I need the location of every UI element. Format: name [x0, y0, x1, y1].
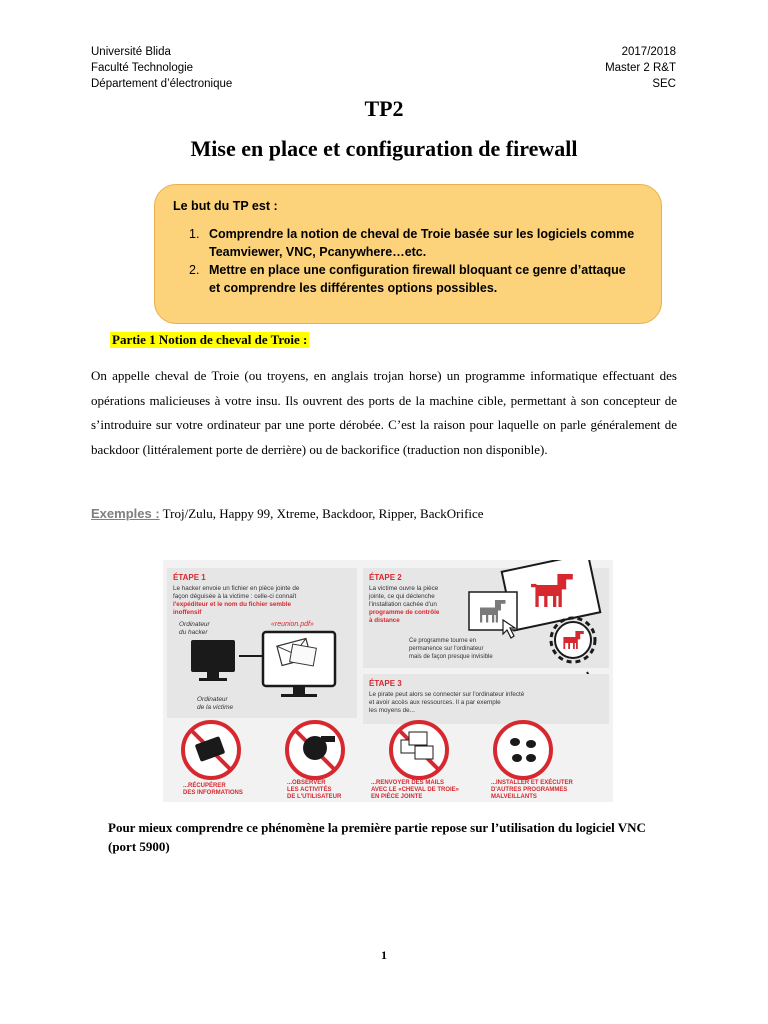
- step-3-text: et avoir accès aux ressources. Il a par exemple: [369, 699, 501, 706]
- goal-title: Le but du TP est :: [173, 199, 278, 213]
- step-2-text: jointe, ce qui déclenche: [369, 593, 435, 600]
- step-2-note: Ce programme tourne en: [409, 638, 477, 644]
- malware-bugs-icon: [495, 722, 551, 778]
- step-3-title: ÉTAPE 3: [369, 679, 402, 688]
- victim-computer-label: de la victime: [197, 704, 234, 711]
- action-label: ...OBSERVER: [287, 780, 326, 786]
- action-label: LES ACTIVITÉS: [287, 787, 332, 793]
- header-left: [91, 44, 232, 92]
- step-1-text: façon déguisée à la victime : celle-ci connaît: [173, 593, 297, 600]
- action-label: DES INFORMATIONS: [183, 790, 243, 796]
- step-1-title: ÉTAPE 1: [173, 573, 206, 582]
- goal-item-number: 2.: [189, 263, 200, 277]
- hacker-computer-label: du hacker: [179, 629, 208, 636]
- department-name: Département d’électronique: [91, 78, 233, 90]
- hacker-computer-label: Ordinateur: [179, 621, 210, 628]
- university-name: Université Blida: [91, 46, 171, 58]
- action-label: ...INSTALLER ET EXÉCUTER: [491, 780, 573, 786]
- goal-item-number: 1.: [189, 227, 200, 241]
- step-2-text: à distance: [369, 617, 400, 624]
- tp-label: TP2: [364, 96, 404, 121]
- header-right: [605, 44, 676, 92]
- academic-year: 2017/2018: [621, 46, 676, 58]
- step-2-title: ÉTAPE 2: [369, 573, 402, 582]
- specialty: SEC: [652, 78, 676, 90]
- faculty-name: Faculté Technologie: [91, 62, 194, 74]
- step-2-text: programme de contrôle: [369, 609, 440, 616]
- examples-line: [91, 506, 484, 522]
- step-1-text: Le hacker envoie un fichier en pièce jointe de: [173, 585, 300, 592]
- action-label: AVEC LE «CHEVAL DE TROIE»: [371, 787, 460, 793]
- page-title: Mise en place et configuration de firewall: [190, 136, 578, 161]
- action-label: ...RÉCUPÉRER: [183, 783, 226, 789]
- step-3-text: Le pirate peut alors se connecter sur l'ordinateur infecté: [369, 691, 525, 698]
- step-3-text: les moyens de...: [369, 707, 415, 714]
- action-label: DE L'UTILISATEUR: [287, 794, 342, 800]
- step-2-note: mais de façon presque invisible: [409, 654, 493, 660]
- send-mail-icon: [391, 722, 447, 778]
- attachment-filename: «reunion.pdf»: [271, 621, 314, 628]
- infographic-svg: [163, 560, 613, 802]
- goal-box: [154, 184, 662, 324]
- section-heading-partie-1: Partie 1 Notion de cheval de Troie :: [112, 332, 308, 347]
- program-name: Master 2 R&T: [605, 62, 676, 74]
- step-2-text: La victime ouvre la pièce: [369, 585, 439, 592]
- action-label: EN PIÈCE JOINTE: [371, 794, 423, 800]
- victim-computer-label: Ordinateur: [197, 696, 228, 703]
- action-label: D'AUTRES PROGRAMMES: [491, 787, 568, 793]
- step-1-text: inoffensif: [173, 609, 202, 616]
- goal-item-text: Mettre en place une configuration firewall bloquant ce genre d’attaque et comprendre les différentes options possibles.: [209, 263, 626, 295]
- examples-label: Exemples :: [91, 506, 160, 521]
- page-number: 1: [381, 948, 387, 962]
- examples-text: Troj/Zulu, Happy 99, Xtreme, Backdoor, Ripper, BackOrifice: [159, 506, 484, 521]
- action-label: ...RENVOYER DES MAILS: [371, 780, 445, 786]
- step-1-text: l'expéditeur et le nom du fichier semble: [173, 601, 292, 608]
- observe-activity-icon: [287, 722, 343, 778]
- steal-information-icon: [183, 722, 239, 778]
- step-2-text: l'installation cachée d'un: [369, 601, 437, 608]
- goal-item-text: Comprendre la notion de cheval de Troie basée sur les logiciels comme Teamviewer, VNC, Pcanywhere…etc.: [209, 227, 635, 259]
- vnc-caption: Pour mieux comprendre ce phénomène la première partie repose sur l’utilisation du logiciel VNC (port 5900): [108, 820, 646, 854]
- body-paragraph: On appelle cheval de Troie (ou troyens, en anglais trojan horse) un programme informatique effectuant des opérations malicieuses à votre insu. Ils ouvrent des ports de la machine cible, permettant à son concepteur de s’introduire sur votre ordinateur par une porte dérobée. C’est la raison pour laquelle on parle généralement de backdoor (littéralement porte de derrière) ou de backorifice (traduction non disponible).: [91, 368, 677, 457]
- trojan-infographic: [163, 560, 613, 802]
- action-label: MALVEILLANTS: [491, 794, 537, 800]
- step-2-note: permanence sur l'ordinateur: [409, 646, 484, 652]
